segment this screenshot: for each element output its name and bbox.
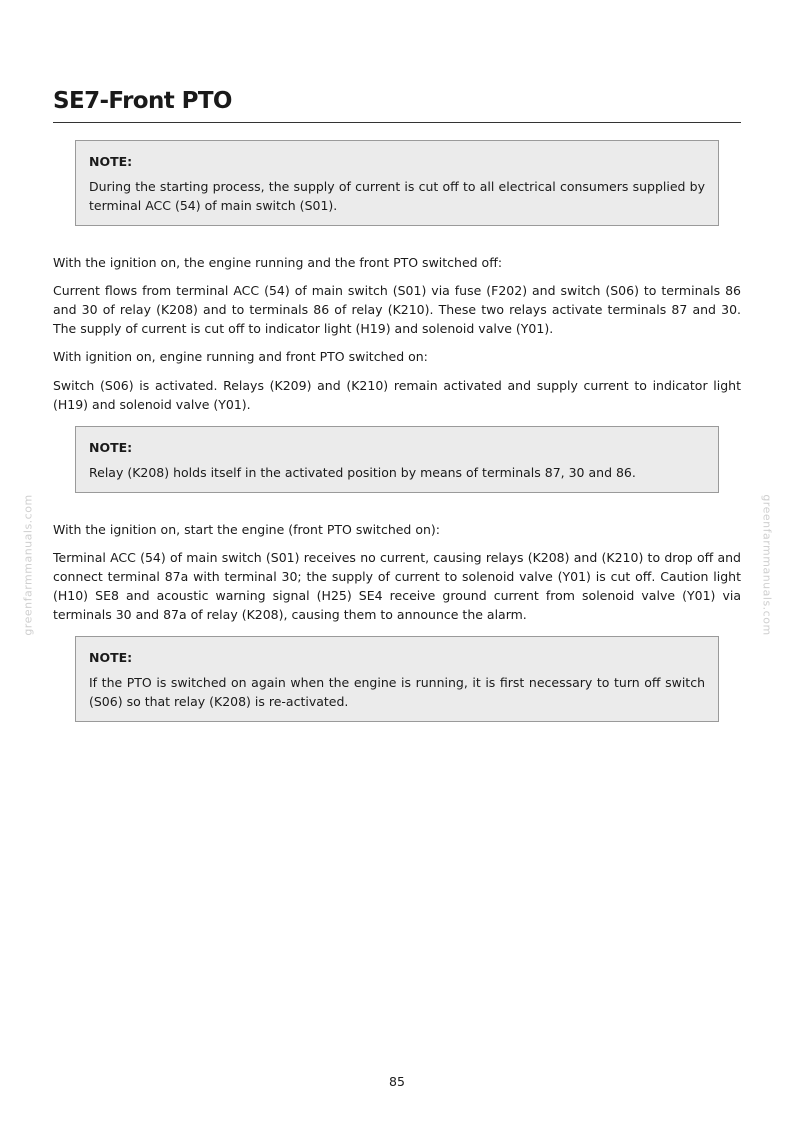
watermark-right: greenfarmmanuals.com (760, 494, 774, 636)
paragraph-pto-on-condition: With ignition on, engine running and front PTO switched on: (53, 349, 428, 364)
note-text: If the PTO is switched on again when the engine is running, it is first necessary to turn off switch (S06) so that relay (K208) is re-activated. (89, 675, 705, 709)
note-heading: NOTE: (89, 650, 133, 665)
paragraph-pto-on-description: Switch (S06) is activated. Relays (K209) and (K210) remain activated and supply current to indicator light (H19) and solenoid valve (Y01). (53, 378, 741, 412)
note-box-pto-reactivation (75, 636, 719, 722)
note-heading: NOTE: (89, 440, 133, 455)
page-title: SE7-Front PTO (53, 86, 741, 123)
page-number: 85 (389, 1074, 405, 1089)
note-text: Relay (K208) holds itself in the activated position by means of terminals 87, 30 and 86. (89, 465, 636, 480)
paragraph-start-description: Terminal ACC (54) of main switch (S01) receives no current, causing relays (K208) and (K210) to drop off and connect terminal 87a with terminal 30; the supply of current to solenoid valve (Y01) is cut off. Caution light (H10) SE8 and acoustic warning signal (H25) SE4 receive ground current from solenoid valve (Y01) via terminals 30 and 87a of relay (K208), causing them to announce the alarm. (53, 550, 741, 622)
note-box-relay-hold (75, 426, 719, 493)
note-heading: NOTE: (89, 154, 133, 169)
paragraph-pto-off-description: Current flows from terminal ACC (54) of main switch (S01) via fuse (F202) and switch (S06) to terminals 86 and 30 of relay (K208) and to terminals 86 of relay (K210). These two relays activate terminals 87 and 30. The supply of current is cut off to indicator light (H19) and solenoid valve (Y01). (53, 283, 741, 336)
paragraph-start-condition: With the ignition on, start the engine (front PTO switched on): (53, 522, 440, 537)
paragraph-pto-off-condition: With the ignition on, the engine running and the front PTO switched off: (53, 255, 503, 270)
watermark-left: greenfarmmanuals.com (21, 494, 35, 636)
note-box-starting-process (75, 140, 719, 226)
note-text: During the starting process, the supply of current is cut off to all electrical consumers supplied by terminal ACC (54) of main switch (S01). (89, 179, 705, 213)
